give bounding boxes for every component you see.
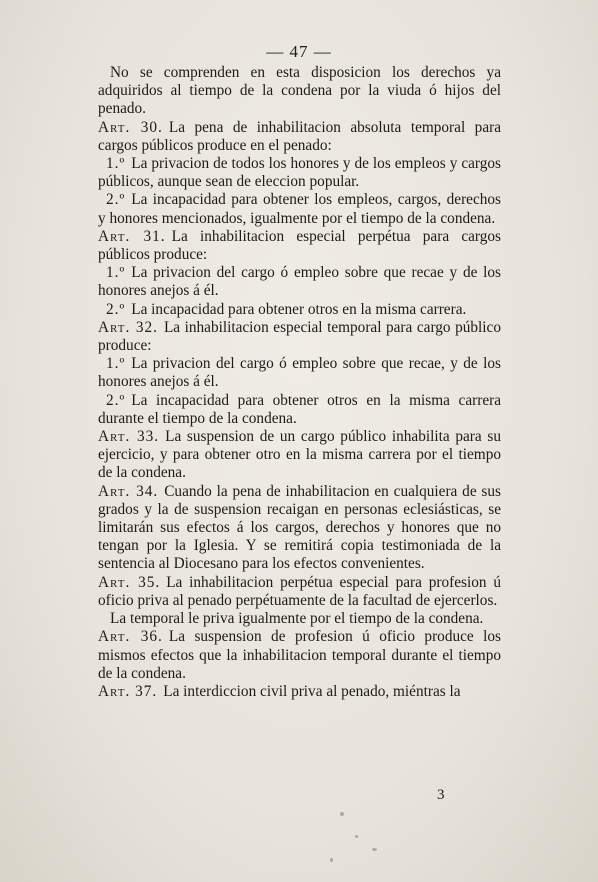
paper-speck [330,858,333,862]
paragraph-text: La inhabilitacion especial perpétua para cargos públicos produce: [98,227,501,264]
paragraph-text: La suspension de un cargo público inhabilita para su ejercicio, y para obtener otro en la misma carrera por el tiempo de la condena. [98,428,501,482]
article-paragraph [98,628,501,683]
paragraph-text: La privacion del cargo ó empleo sobre que recae, y de los honores anejos á él. [98,355,501,391]
paragraph-text: La pena de inhabilitacion absoluta temporal para cargos públicos produce en el penado: [98,118,501,154]
item-paragraph [98,155,501,191]
article-paragraph [98,319,501,355]
article-paragraph [98,683,501,701]
signature-mark: 3 [437,787,445,803]
paragraph-text: La inhabilitacion perpétua especial para profesion ú oficio priva al penado perpétuamente de la facultad de ejercerlos. [98,573,501,609]
article-paragraph [98,228,501,264]
paragraph [98,64,501,119]
paragraph-text: La incapacidad para obtener otros en la misma carrera durante el tiempo de la condena. [98,391,501,427]
paragraph-text: La interdiccion civil priva al penado, miéntras la [163,682,461,700]
item-paragraph [98,264,501,300]
body-text [98,64,501,701]
paragraph-text: La suspension de profesion ú oficio produce los mismos efectos que la inhabilitacion temporal durante el tiempo de la condena. [98,628,502,682]
item-label: 2.º [106,300,126,318]
item-label: 1.º [106,264,126,282]
paragraph-text: La incapacidad para obtener los empleos, cargos, derechos y honores mencionados, igualmente por el tiempo de la condena. [98,191,501,227]
paragraph-text: Cuando la pena de inhabilitacion en cualquiera de sus grados y la de suspension recaigan en personas eclesiásticas, se limitarán sus efectos á los cargos, derechos y honores que no tengan por la Iglesia. Y se remitirá copia testimoniada de la sentencia al Diocesano para los efectos convenientes. [98,482,501,573]
item-label: 1.º [106,355,126,373]
paragraph-text: La privacion del cargo ó empleo sobre que recae y de los honores anejos á él. [98,264,501,300]
item-paragraph [98,191,501,227]
paper-speck [340,812,344,816]
article-label: Art. 37. [98,682,158,700]
paragraph-text: La inhabilitacion especial temporal para cargo público produce: [98,318,501,355]
paragraph [98,610,501,628]
paragraph-text: No se comprenden en esta disposicion los derechos ya adquiridos al tiempo de la condena por la viuda ó hijos del penado. [98,64,501,118]
item-label: 2.º [106,391,126,409]
article-label: Art. 35. [98,573,161,591]
article-paragraph [98,574,501,610]
item-paragraph [98,355,501,391]
article-paragraph [98,428,501,483]
paragraph-text: La incapacidad para obtener otros en la misma carrera. [131,300,467,318]
article-label: Art. 30. [98,118,163,136]
item-paragraph [98,392,501,428]
article-label: Art. 36. [98,628,163,646]
article-label: Art. 32. [98,318,158,336]
article-paragraph [98,119,501,155]
article-paragraph [98,483,501,574]
article-label: Art. 33. [98,428,160,446]
article-label: Art. 31. [98,227,166,245]
article-label: Art. 34. [98,482,159,500]
page-number: — 47 — [266,42,332,61]
paper-speck [355,835,358,838]
paragraph-text: La privacion de todos los honores y de los empleos y cargos públicos, aunque sean de eleccion popular. [98,155,501,191]
paragraph-text: La temporal le priva igualmente por el tiempo de la condena. [110,610,484,628]
item-label: 2.º [106,191,126,209]
item-label: 1.º [106,155,126,173]
paper-speck [372,848,377,851]
item-paragraph [98,301,501,319]
